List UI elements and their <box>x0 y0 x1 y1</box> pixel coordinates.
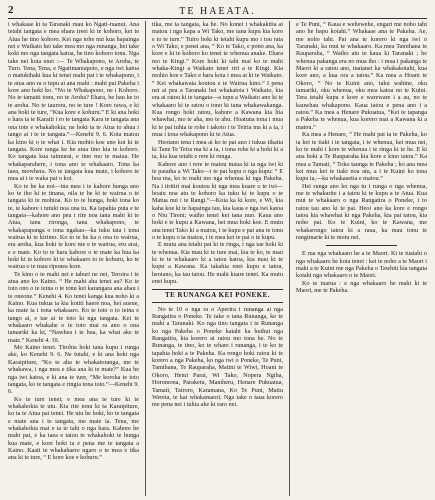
left-paragraph-5: Ko te ture tenei; e mea ana te ture ki te whakahokia te utu. Kia rite tonu ki ta Karaipiture, ko ta te Atua pai tenei. He utu he hoki, ko te tangata e mate ana i te tangata, me mate ia. Tena, me whakahokia mai e ia te tahi o nga hara. Kahore he mahi pai, e ka taea e tatou te whakahoki te hunga kua mate, e kore hoki ia e pena me te tangata a Kaino. Kaati te whakahaere ngaro o te mea e tika ana ki te ture, “ E kore koe e kohuru.” <box>8 395 139 462</box>
page-number: 2 <box>8 4 14 16</box>
section-paragraph-1: No te 10 o nga ra o Aperira i runanga ai nga Rangatira o Poneke. Te take o tana Runanga, ko te mahi a Taranaki. Ko nga tino tangata i te Runanga ko nga Pakeha o Poneke katahi ka huihui nga Rangatira, kia korero ai ratou mo tona he. No te Runanga, te tino, ko te whare i runanga, i te ko te tapahia hoki a te Pakeha. Ka rongo hoki ratou ki te korero a nga Pakeha, ko nga iwi o Poneke, Te Puni, Tamihana, Te Rauparaha, Matini te Wiwi, Hoani te Okoro, Hemi Parai, Wi Tako, Nopera Ngiha, Horomona, Paraketu, Maniheru, Henare Pukuatua, Tamati, Tairoro, Karamana, Ko Te Puni, Matiu Wereta, te kai whakamaori. Nga take o taua korero me pena nei i tuhia ake ki raro nei. <box>152 305 283 409</box>
middle-paragraph-3: Kahore ano i rere te matou maua ki ta nga iwi ki te paiaiha a Wi Tako—i te pai kupu o nga kupu: “ E hoa ma, ko te mahi mo nga whenua ki nga Pakeha. Na i tiritiri mai koutou ki nga mea kuare o te iwi—hoatu noa atu te kohoro ka tuku ki te kupu o te Matua nui i te Rangi.”—Koia ka ki kore, e Wi, kia kaha koe ki te hapainga tau, kia kaua e nga iwi katoa o Niu Tireni; waiho tenei kei tana nuo. Kaua ano hoki e te kupu a Kawana, hei mua hoki koe. E mutu ana tenei Tako ki a matou, i te kupu e pai ana te tonu o te kupu o ta matou, i te mea kei te pai o te kupu. <box>152 160 283 241</box>
middle-paragraph-2: Heoiano tena i mea ai ko te pai ano i tukua tikatia ki Tane Te Teira ma ki a ta, i tona rohe ki a hoki ki a ta, kia kua tetahi e rere ki runga. <box>152 138 283 161</box>
middle-paragraph-1: tika, me ta tangata, ka he. No konei i whakakitia ai matou i nga kapa a Wi Tako, me tana kupu kia kore e to te ture.” Tuiro hoki ki tetahi kupu mo i tou rata o Wi Tako, e penei ana, “ Ko te Tako, e pono ana, ka kore e ki te kohoro ko tenei te whenua anake. Ehara mo te Kingi.” Kore hoki ki tahi mai ko te mahi whaka-Kingi a Waikato tenei riri a te Kingi. Kia mohio koe e Tako e hara koia i mea ai ki te Waikato. “ Kei whakawaia koutou e te Wairua kino.” I pena nei ai pea a Taranaki hei whakatoia i Waikato, kia era ai ratou ki te tangata—a tupu a Waikato ano ki te whakaaro ki te ratou o tono ki tana whakawakanga. Kua rongo hoki ratou, kahore a Kawana kia hia whawhai, mo te aha, mo te ahu. Hoatuna tona i mua ki te pai tuhia te rohe i takoto i te Teiria ma ki a ta, i mua i tona whakapono ki te Atua. <box>152 21 283 139</box>
left-paragraph-3: Te kino o te mahi nei e tahuri ne nei, Teroira i te atua ano ko Kaino. “ He mahi aha tenei au? Ko te toto ono o te teina o te tonu kei karangara ana ahau i te oneone.” Kenehi 4. Ko tenei kanga kua noho ki a Kaino. Kua tukua ia kia kotiti haere noa, hei aueue, ka mate ia i tona whakaaro. Ko te toto o to teina e tango ai, e tae ai te toto ki nga tangata. Kei te whakaaro whakahe o te toto mai ra ano o ona tamariki ka ki, “Nawhea i te hua, ka whai ake te mate.” Kenehi 4. 10. <box>8 270 139 344</box>
right-paragraph-2: Ka mea a Henare, “ He mahi pai ta te Pakeha, ko ia kei te tiaki i te tangata, i te whenua, kei mua nei, ko te mahi i kore te whenua i te ringa ki te he. E ki ana hoki a Te Rauparaha kia kore e kino tatou.” Ka mea a Tamati, “ Toko taunga te Pakeha ; ko ana mea kei mua kei te tiaki noa atu, a i te Kuini ko tona kupu ia,—ka whakaaetia e matou.” <box>296 131 427 183</box>
right-paragraph-1: e Te Puni, “ Kaua e wehewehe, engari me noho tahi ano he hapu kotahi.” Whakaae ana te Pakeha. Ae, me noho tahi. Pai ana te korero ki nga iwi o Taranaki, ka mui te whakaaro. Ka mea Tamihana te Rauparaha, “ Waiho atu te kaua ki Taranaki ; he whenua pakanga era no mua iho : i mua i pakanga te Maori ki a ratou ano, inaianei ka whakakotahi, kua kore ano, a kua ora a tatou.” Ka mea a Hoani te Okoro, “ No te Kuini ano, taku wahine, oku tamariki, oku whenua, oku mea katoa no te Kuini. Tera tetahi kupu e kore e wareware i a au, no te kauwhau whakapono. Kaua tatou e pena ano i a ratou.” Ka mea a Henare Pukuatua, “Kei te tapanga a Pakeha te whenua, kua korero mai a Kawana ki a matou.” <box>296 21 427 131</box>
column-divider <box>289 21 290 496</box>
page-header <box>8 4 427 19</box>
middle-column <box>152 21 283 496</box>
left-paragraph-4: Mo Kaino tenei. Tirohia hoki tana kupu i runga ake, ko Kenehi 9. 6. Ne tutahi, e ki ana hoki nga Karaipiture, “Ko te aha te whakatoranga, me te whakawa, i nga mea e tika ana ki te mate?” Kua he nga iwi katoa, e ki ana te ture, “Me koroha te toto tangata, ko te tangata e ringia tona toto.”—Kenehi 9. 6. <box>8 344 139 396</box>
right-closing-2: Ko te tuarua : e nga whakaaro he mahi ki te Maori, me te Pakeha. <box>296 279 427 295</box>
middle-paragraph-4: E mutu ana tetahi pai ki te ringa, i nga tae hoki ki te whenua. Kia mau ki te ture mai, kia te ko, te mau ki te te whakaaro ki a tatou katoa, kia mau ki te kupu a Kawana. Ka takahia enei kupu e tatou, heoiano, ka tau tatou. He mahi kuare tenei. Ka mutu enei kupu. <box>152 241 283 286</box>
left-column <box>8 21 139 496</box>
newspaper-title: TE HAEATA. <box>179 5 256 17</box>
column-divider <box>145 21 146 496</box>
right-column <box>296 21 427 496</box>
right-closing-1: E rua nga whakaaro he a te Maori. Ki te tuatahi o nga whakaaro he koia tenei : kei te noho a te Maori i mahi a te Kuini me nga Pakeha o Tawhiti kia tangata kotahi nga whakaaro o te Maori. <box>296 250 427 280</box>
section-heading: TE RUNANGA KEI PONEKE. <box>152 289 283 302</box>
right-paragraph-3: Hei runga ano ko nga tu i runga o nga whenua, me te whakarite i a tatou ki te kupu a te Atua. Kua mui te whakaaro o nga Rangatira o Poneke, i to ratou tau ano ki te pai. Heoi ano ka kore e rongo tatou kia whawhai ki nga Pakeha, kia pai tatou, kia noho pai. Ko te Kuini, ko te Kawana, me whakarongo tatou ki a raua, ka mau tonu te rangimarie ki te motu nei. <box>296 182 427 241</box>
section-rule <box>326 245 397 246</box>
article-columns <box>8 21 427 496</box>
left-paragraph-1: i whakaae ki ta Taranaki ruau ko Ngati-ruanui. Ana tetahi tangata e mea ehara ireei ki te kohoro, kei te Atua he tino kohoro. Kei nga tohe nui kua hapainga nei e Waikato hei take mea mo nga runanga, hei take koki mo nga tangata katoa, he tino kohoro tonu. Nga take nei koia enei :— Te Whakapono, te Aroha, te Turo. Tena, Tena, e Ngatimaniapoto, e nga iwi katoa o matukihaki kua ki tenei mahi pai i te whakapono, i te atua ano ra o tupu ai ana mahi : mahi pai Pakeha i kore ano hoki ko. “No te Whakapono, ne i Kohoro. No te tamaiti tonu, no te Aroha? Ehara, he hau ke to te aroha. No te taurora, no te ture ! Kore rawa, e ki ana hoki te ture, “Kua kore e kohuru.” E ki ana hoki e hara ta te Karaiti i ro te tangata Kara te tangata ana ona tote e whakahokia; ne hoki ta te Atua to ahua i tango ai i te te tangata.”—Kenehi 9. 6. Koia matou ka kino ki o te whai i. Kia mohio koe ano koi ki te tangata. Kore ranga ke he atua tino kia te kohoro. Ko tangata kua taimurai, e tino mo te maiua. He whakaparahere, i tona ano te whakaaro. Tona ka taea, mowhera. No te tangata kua mate, i kohoro te mea ai i te waka pai o koi. <box>8 21 139 183</box>
left-paragraph-2: Ko te he ka noi—ina mea i te kahore hunga ano ko te iho ki te tinana, oila te he ki te wairua o te tangata ki te mohioa. Ko to te hunga, hoki tona ko te, te kahore i tutuki noa ona tu. Ka tapahia puta e te tangata—kahore ano peu i rite noa tana mahi ki te Atua, tana rironga, tana whakapono, te whakapapanga o tona ngakau—ka tuku tata i tona wairua ki te kirimo. Ko to te he ka o ona to wairua, era aroha, kua hoki te kore me e te wairua, eru arai, e e mate. Ko to te hara kahore o te mate ka hua ka hoki ki te kohoro ki te whakaaro to te kohuru, ko te wairua o te mau riponea kore. <box>8 182 139 271</box>
